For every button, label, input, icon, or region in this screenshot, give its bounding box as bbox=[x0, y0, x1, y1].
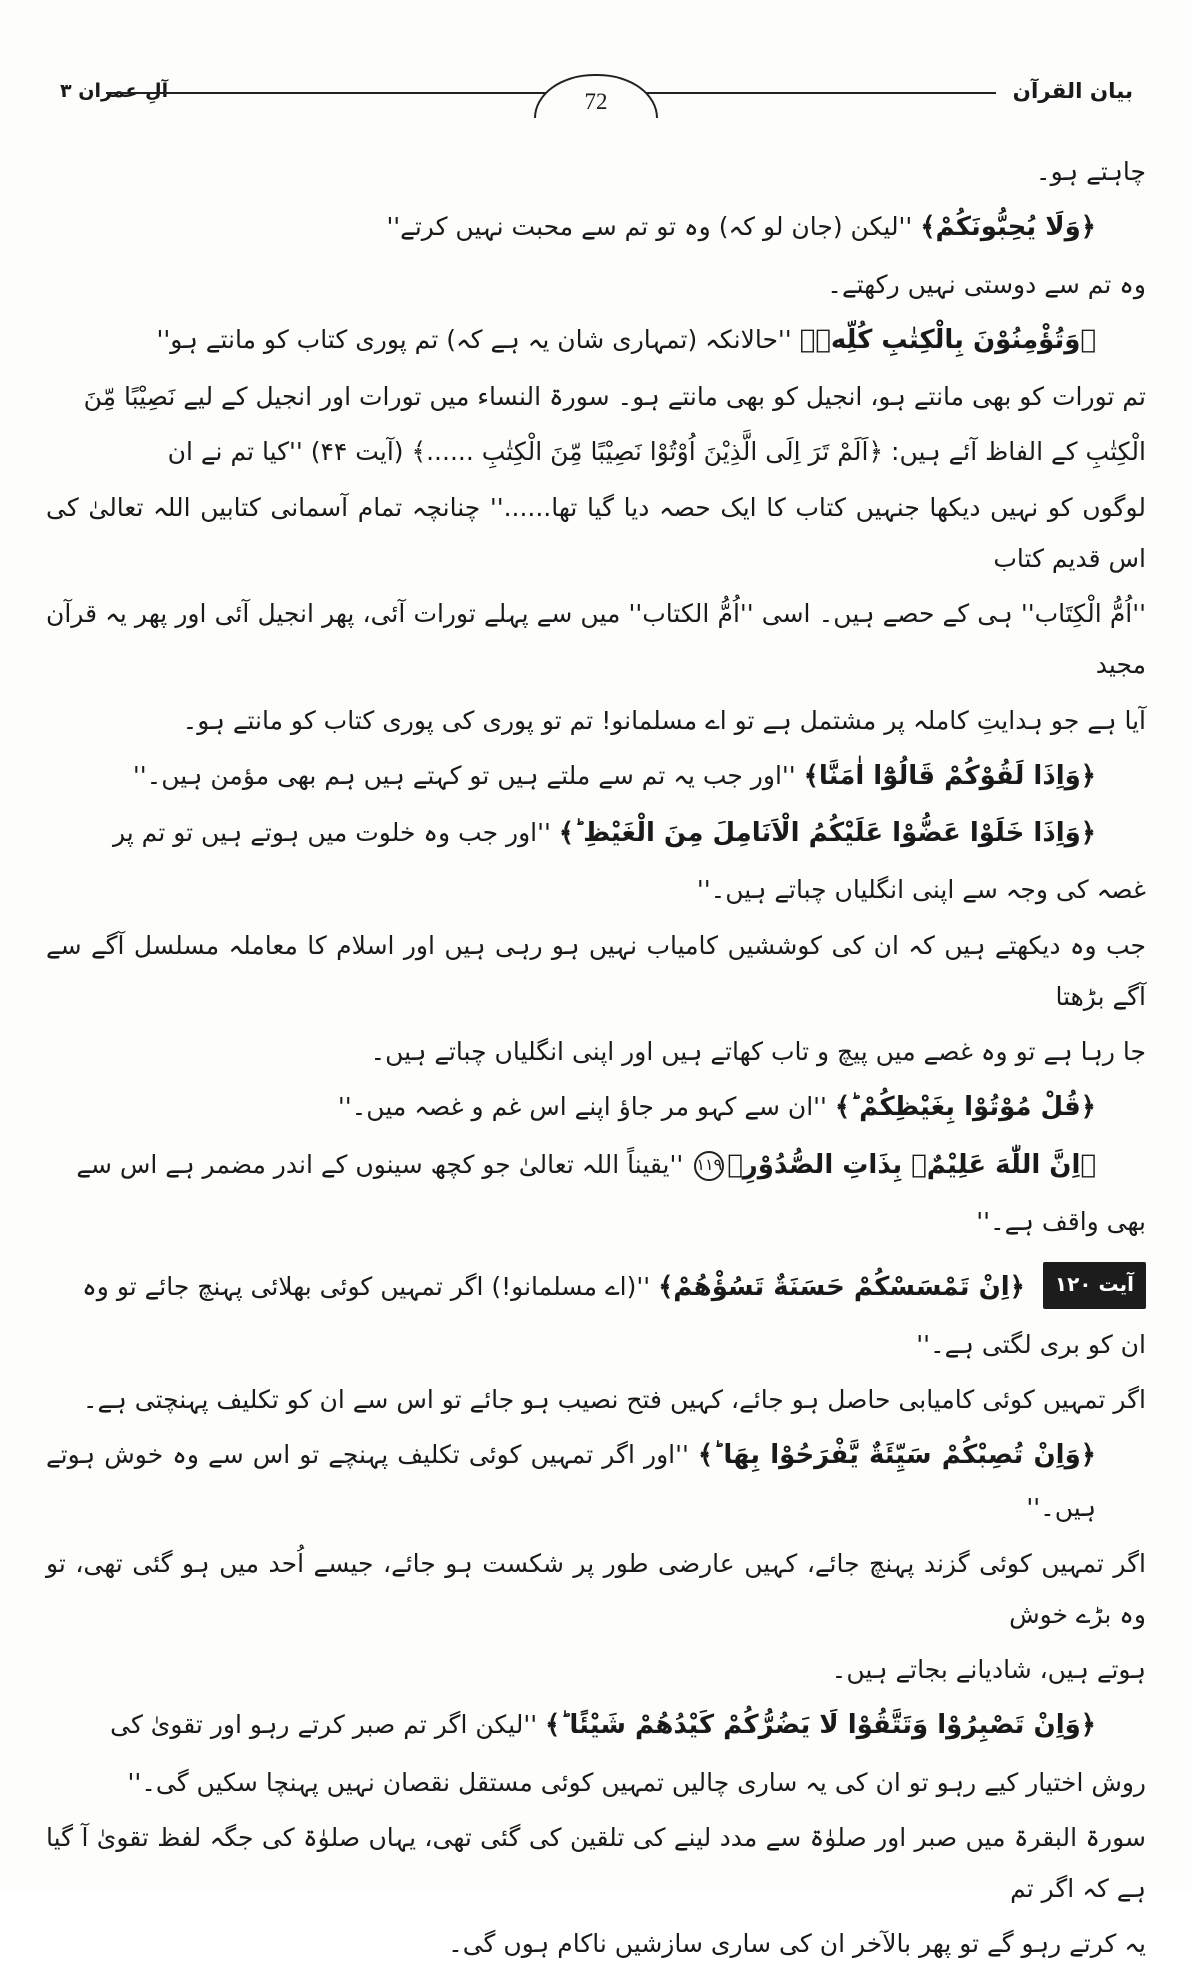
commentary-line bbox=[46, 426, 1146, 477]
commentary-line bbox=[46, 1918, 1146, 1969]
arabic-verse: ﴿وَلَا يُحِبُّونَكُمْ﴾ bbox=[920, 212, 1096, 243]
arabic-verse: ﴿قُلْ مُوْتُوْا بِغَيْظِكُمْ ؕ﴾ bbox=[834, 1092, 1096, 1123]
verse-block-3 bbox=[46, 750, 1096, 803]
commentary-line bbox=[46, 920, 1146, 1023]
arabic-verse: ﴿وَاِذَا خَلَوْا عَضُّوْا عَلَيْكُمُ الْاَنَامِلَ مِنَ الْغَيْظِ ؕ﴾ bbox=[558, 818, 1096, 849]
book-title: بیان القرآن bbox=[1012, 79, 1134, 103]
verse-translation-continued bbox=[46, 1319, 1146, 1370]
verse-block-2 bbox=[46, 314, 1096, 367]
surah-label: آلِ عمران ۳ bbox=[60, 80, 169, 102]
commentary-line bbox=[46, 1644, 1146, 1695]
page-header bbox=[46, 62, 1146, 120]
verse-translation: ''لیکن (جان لو کہ) وہ تو تم سے محبت نہیں کرتے'' bbox=[386, 212, 913, 242]
commentary-text: لوگوں کو نہیں دیکھا جنہیں کتاب کا ایک حصہ دیا گیا تھا......'' چنانچہ تمام آسمانی کتابیں اللہ تعالیٰ کی اس قدیم کتاب bbox=[46, 492, 1146, 573]
verse-translation: ''حالانکہ (تمہاری شان یہ ہے کہ) تم پوری کتاب کو مانتے ہو'' bbox=[156, 324, 792, 354]
section-spacer bbox=[46, 1251, 1146, 1261]
verse-translation-2: بھی واقف ہے۔'' bbox=[976, 1207, 1146, 1237]
verse-translation: ''ان سے کہو مر جاؤ اپنے اس غم و غصہ میں۔'' bbox=[337, 1092, 827, 1122]
commentary-line bbox=[46, 588, 1146, 691]
verse-block-4 bbox=[46, 807, 1096, 860]
arabic-verse: ﴿وَاِنْ تَصْبِرُوْا وَتَتَّقُوْا لَا يَضُرُّكُمْ كَيْدُهُمْ شَيْئًا ؕ﴾ bbox=[545, 1710, 1096, 1741]
commentary-line bbox=[46, 482, 1146, 585]
opening-line bbox=[46, 146, 1146, 197]
commentary-line bbox=[46, 1026, 1146, 1077]
page-number-frame bbox=[534, 74, 658, 118]
ayat-badge: آیت ۱۲۰ bbox=[1043, 1262, 1146, 1309]
commentary-text: اگر تمہیں کوئی گزند پہنچ جائے، کہیں عارضی طور پر شکست ہو جائے، جیسے اُحد میں ہو گئی تھی، تو وہ بڑے خوش bbox=[46, 1548, 1146, 1629]
verse-block-8 bbox=[46, 1429, 1096, 1534]
verse-block-1 bbox=[46, 201, 1096, 254]
verse-translation-2: روش اختیار کیے رہو تو ان کی یہ ساری چالیں تمہیں کوئی مستقل نقصان نہیں پہنچا سکیں گی۔'' bbox=[127, 1767, 1146, 1797]
verse-translation-continued bbox=[46, 1196, 1146, 1247]
verse-block-6 bbox=[46, 1139, 1096, 1192]
commentary-text: جب وہ دیکھتے ہیں کہ ان کی کوششیں کامیاب نہیں ہو رہی ہیں اور اسلام کا معاملہ مسلسل آگے سے آگے بڑھتا bbox=[46, 930, 1146, 1011]
arabic-verse: ﴿اِنْ تَمْسَسْكُمْ حَسَنَةٌ تَسُؤْهُمْ﴾ bbox=[658, 1272, 1025, 1303]
commentary-text: اگر تمہیں کوئی کامیابی حاصل ہو جائے، کہیں فتح نصیب ہو جائے تو اس سے ان کو تکلیف پہنچتی ہے۔ bbox=[82, 1384, 1146, 1414]
commentary-line bbox=[46, 1538, 1146, 1641]
commentary-line bbox=[46, 259, 1146, 310]
commentary-line bbox=[46, 695, 1146, 746]
verse-translation-2: غصہ کی وجہ سے اپنی انگلیاں چباتے ہیں۔'' bbox=[696, 875, 1146, 905]
commentary-line bbox=[46, 1374, 1146, 1425]
verse-block-9 bbox=[46, 1699, 1096, 1752]
verse-translation: ''اور جب یہ تم سے ملتے ہیں تو کہتے ہیں ہم بھی مؤمن ہیں۔'' bbox=[132, 760, 796, 790]
arabic-verse: ﴿وَتُؤْمِنُوْنَ بِالْكِتٰبِ كُلِّهٖ﴾ bbox=[799, 324, 1096, 355]
verse-translation-2: ان کو بری لگتی ہے۔'' bbox=[916, 1329, 1146, 1359]
commentary-line bbox=[46, 1812, 1146, 1915]
commentary-text: ''اُمُّ الْكِتَاب'' ہی کے حصے ہیں۔ اسی ''اُمُّ الكتاب'' میں سے پہلے تورات آئی، پھر انجیل آئی اور پھر یہ قرآن مجید bbox=[46, 599, 1146, 680]
verse-block-7 bbox=[46, 1261, 1146, 1314]
commentary-text: تم تورات کو بھی مانتے ہو، انجیل کو بھی مانتے ہو۔ سورۃ النساء میں تورات اور انجیل کے لیے نَصِيْبًا مِّنَ bbox=[83, 382, 1146, 412]
commentary-text: جا رہا ہے تو وہ غصے میں پیچ و تاب کھاتے ہیں اور اپنی انگلیاں چباتے ہیں۔ bbox=[370, 1037, 1146, 1067]
commentary-line bbox=[46, 371, 1146, 422]
commentary-text: وہ تم سے دوستی نہیں رکھتے۔ bbox=[827, 269, 1146, 299]
verse-translation-continued bbox=[46, 864, 1146, 915]
commentary-text: سورۃ البقرۃ میں صبر اور صلوٰۃ سے مدد لینے کی تلقین کی گئی تھی، یہاں صلوٰۃ کی جگہ لفظ تقویٰ آ گیا ہے کہ اگر تم bbox=[46, 1822, 1146, 1904]
verse-translation: ''یقیناً اللہ تعالیٰ جو کچھ سینوں کے اندر مضمر ہے اس سے bbox=[76, 1149, 684, 1179]
arabic-verse: ﴿وَاِذَا لَقُوْكُمْ قَالُوْٓا اٰمَنَّا﴾ bbox=[803, 760, 1096, 791]
verse-translation: ''(اے مسلمانو!) اگر تمہیں کوئی بھلائی پہنچ جائے تو وہ bbox=[82, 1272, 651, 1302]
commentary-text: یہ کرتے رہو گے تو پھر بالآخر ان کی ساری سازشیں ناکام ہوں گی۔ bbox=[448, 1929, 1146, 1959]
commentary-text: الْكِتٰبِ کے الفاظ آئے ہیں: ﴿اَلَمْ تَرَ اِلَى الَّذِيْنَ اُوْتُوْا نَصِيْبًا مِّنَ الْكِتٰبِ ......﴾ (آیت ۴۴) ''کیا تم نے ان bbox=[167, 437, 1146, 467]
commentary-text: ہوتے ہیں، شادیانے بجاتے ہیں۔ bbox=[831, 1655, 1146, 1685]
arabic-verse: ﴿اِنَّ اللّٰهَ عَلِيْمٌۢ بِذَاتِ الصُّدُوْرِ﴾ bbox=[727, 1149, 1096, 1180]
verse-translation: ''لیکن اگر تم صبر کرتے رہو اور تقویٰ کی bbox=[110, 1710, 538, 1740]
verse-block-5 bbox=[46, 1081, 1096, 1134]
page-content bbox=[46, 146, 1146, 1970]
page-number: 72 bbox=[584, 89, 608, 114]
arabic-verse: ﴿وَاِنْ تُصِبْكُمْ سَيِّئَةٌ يَّفْرَحُوْا بِهَا ؕ﴾ bbox=[697, 1440, 1096, 1471]
verse-translation: ''اور اگر تمہیں کوئی تکلیف پہنچے تو اس سے وہ خوش ہوتے ہیں۔'' bbox=[46, 1440, 1096, 1523]
verse-translation-continued bbox=[46, 1757, 1146, 1808]
opening-line-text: چاہتے ہو۔ bbox=[1035, 157, 1146, 186]
verse-translation: ''اور جب وہ خلوت میں ہوتے ہیں تو تم پر bbox=[112, 818, 551, 848]
ayah-number-badge: ۱۱۹ bbox=[694, 1151, 724, 1181]
commentary-text: آیا ہے جو ہدایتِ کاملہ پر مشتمل ہے تو اے مسلمانو! تم تو پوری کی پوری کتاب کو مانتے ہو۔ bbox=[182, 705, 1146, 735]
